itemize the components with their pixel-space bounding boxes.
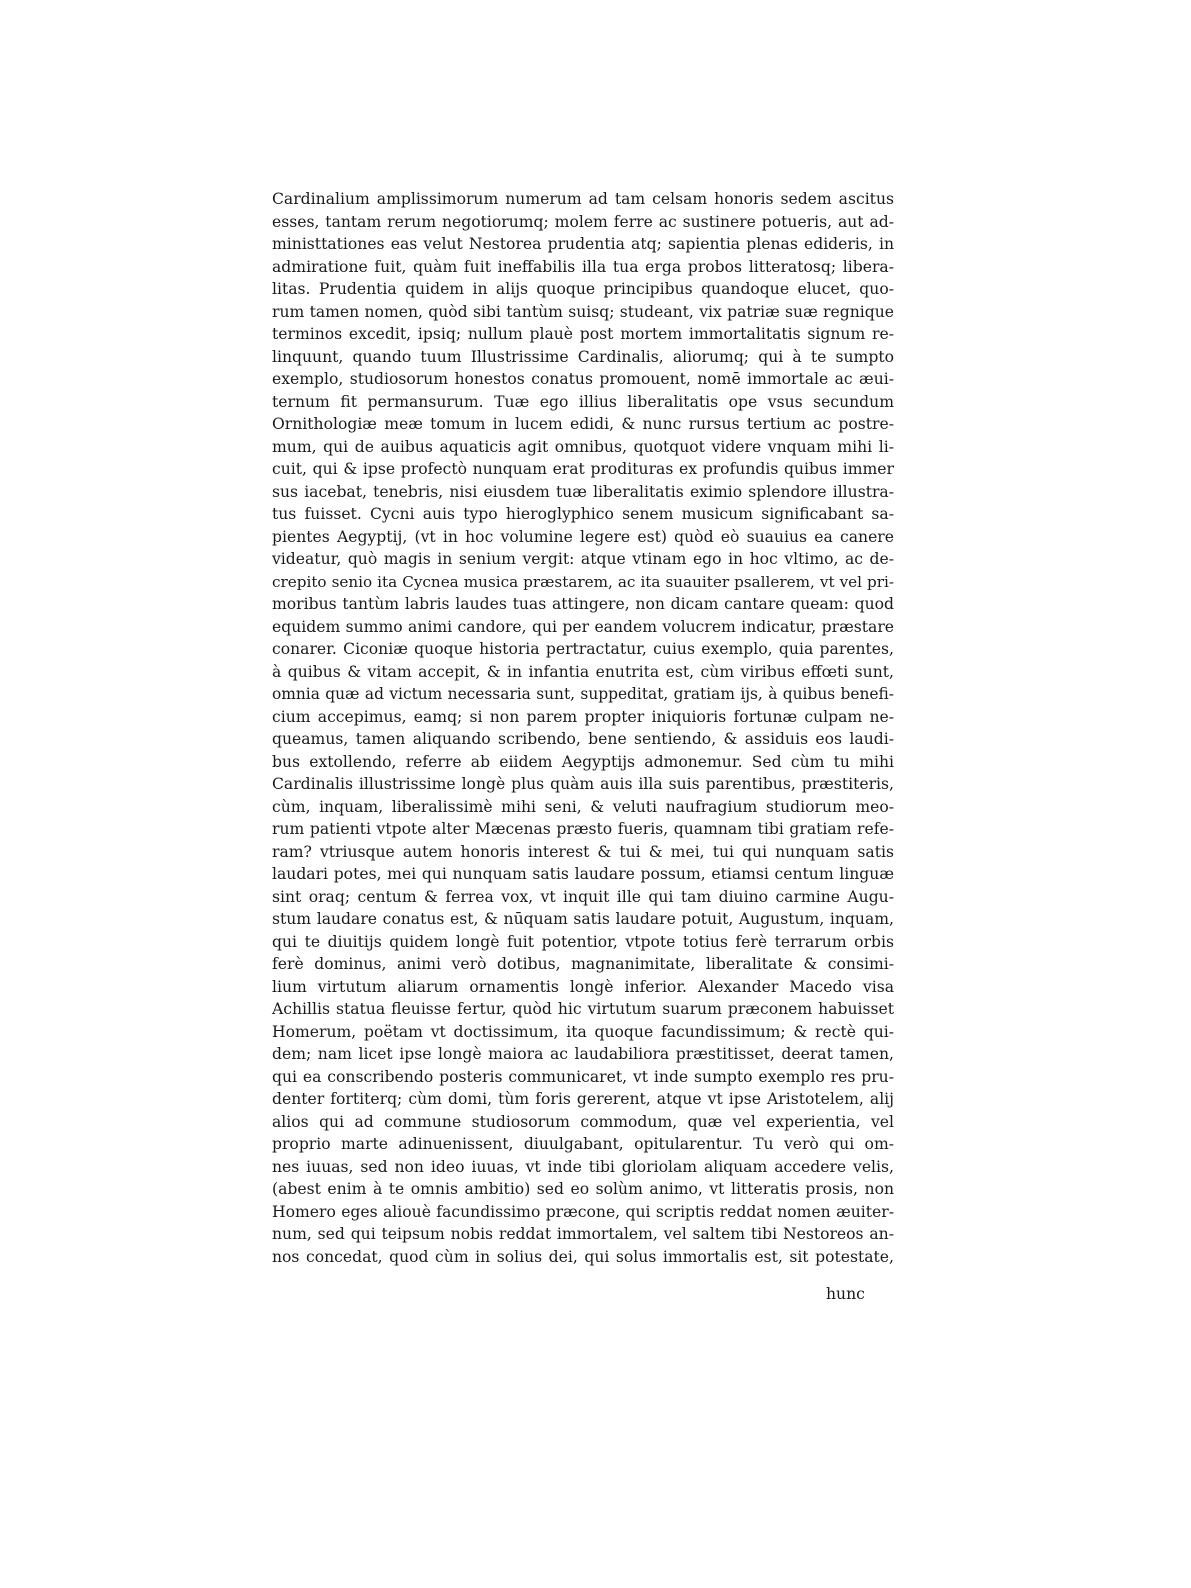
text-line: bus extollendo, referre ab eiidem Aegyptijs admonemur. Sed cùm tu mihi [272,752,894,771]
text-line: num, sed qui teipsum nobis reddat immortalem, vel saltem tibi Nestoreos an- [272,1225,894,1243]
text-line: ministtationes eas velut Nestorea prudentia atq; sapientia plenas edideris, in [272,235,894,253]
text-line: terminos excedit, ipsiq; nullum plauè post mortem immortalitatis signum re- [272,325,894,343]
text-line: sus iacebat, tenebris, nisi eiusdem tuæ liberalitatis eximio splendore illustra- [272,482,894,501]
text-line: qui te diuitijs quidem longè fuit potentior, vtpote totius ferè terrarum orbis [272,932,894,951]
catchword: hunc [826,1285,865,1303]
text-line: nes iuuas, sed non ideo iuuas, vt inde tibi gloriolam aliquam accedere velis, [272,1157,894,1176]
text-line: proprio marte adinuenissent, diuulgabant, opitularentur. Tu verò qui om- [272,1135,894,1153]
text-line: esses, tantam rerum negotiorumq; molem ferre ac sustinere potueris, aut ad- [272,212,894,231]
text-line: ternum fit permansurum. Tuæ ego illius liberalitatis ope vsus secundum [272,392,894,411]
text-line: Achillis statua fleuisse fertur, quòd hic virtutum suarum præconem habuisset [272,1000,894,1018]
text-line: exemplo, studiosorum honestos conatus promouent, nomē immortale ac æui- [272,370,894,388]
text-line: conarer. Ciconiæ quoque historia pertractatur, cuius exemplo, quia parentes, [272,640,894,658]
text-line: pientes Aegyptij, (vt in hoc volumine legere est) quòd eò suauius ea canere [272,527,894,546]
text-line: dem; nam licet ipse longè maiora ac laudabiliora præstitisset, deerat tamen, [272,1045,894,1063]
text-line: (abest enim à te omnis ambitio) sed eo solùm animo, vt litteratis prosis, non [272,1180,894,1198]
text-line: videatur, quò magis in senium vergit: atque vtinam ego in hoc vltimo, ac de- [272,550,894,568]
text-line: Homerum, poëtam vt doctissimum, ita quoque facundissimum; & rectè qui- [272,1022,894,1041]
text-line: qui ea conscribendo posteris communicaret, vt inde sumpto exemplo res pru- [272,1067,894,1086]
text-line: mum, qui de auibus aquaticis agit omnibus, quotquot videre vnquam mihi li- [272,437,894,456]
text-line: cium accepimus, eamq; si non parem propter iniquioris fortunæ culpam ne- [272,707,894,726]
text-line: lium virtutum aliarum ornamentis longè inferior. Alexander Macedo visa [272,977,894,996]
body-text [272,188,894,1268]
text-line: admiratione fuit, quàm fuit ineffabilis illa tua erga probos litteratosq; libera- [272,257,894,276]
text-line: rum tamen nomen, quòd sibi tantùm suisq; studeant, vix patriæ suæ regnique [272,302,894,321]
text-line: denter fortiterq; cùm domi, tùm foris gererent, atque vt ipse Aristotelem, alij [272,1090,894,1108]
text-line: tus fuisset. Cycni auis typo hieroglyphico senem musicum significabant sa- [272,505,894,523]
text-line: alios qui ad commune studiosorum commodum, quæ vel experientia, vel [272,1112,894,1131]
text-line: ram? vtriusque autem honoris interest & tui & mei, tui qui nunquam satis [272,842,894,861]
text-line: equidem summo animi candore, qui per eandem volucrem indicatur, præstare [272,617,894,636]
text-line: nos concedat, quod cùm in solius dei, qui solus immortalis est, sit potestate, [272,1247,894,1266]
text-line: Ornithologiæ meæ tomum in lucem edidi, & nunc rursus tertium ac postre- [272,415,894,433]
text-line: ferè dominus, animi verò dotibus, magnanimitate, liberalitate & consimi- [272,955,894,973]
text-line: linquunt, quando tuum Illustrissime Cardinalis, aliorumq; qui à te sumpto [272,347,894,366]
text-line: queamus, tamen aliquando scribendo, bene sentiendo, & assiduis eos laudi- [272,730,894,748]
text-line: moribus tantùm labris laudes tuas attingere, non dicam cantare queam: quod [272,595,894,613]
text-line: Homero eges aliouè facundissimo præcone, qui scriptis reddat nomen æuiter- [272,1202,894,1221]
text-line: laudari potes, mei qui nunquam satis laudare possum, etiamsi centum linguæ [272,865,894,883]
text-line: crepito senio ita Cycnea musica præstarem, ac ita suauiter psallerem, vt vel pri- [272,572,894,591]
text-line: Cardinalium amplissimorum numerum ad tam celsam honoris sedem ascitus [272,190,894,208]
text-line: sint oraq; centum & ferrea vox, vt inquit ille qui tam diuino carmine Augu- [272,887,894,906]
text-line: litas. Prudentia quidem in alijs quoque principibus quandoque elucet, quo- [272,280,894,298]
text-line: Cardinalis illustrissime longè plus quàm auis illa suis parentibus, præstiteris, [272,775,894,793]
text-line: rum patienti vtpote alter Mæcenas præsto fueris, quamnam tibi gratiam refe- [272,820,894,838]
text-line: stum laudare conatus est, & nūquam satis laudare potuit, Augustum, inquam, [272,910,894,928]
text-line: à quibus & vitam accepit, & in infantia enutrita est, cùm viribus effœti sunt, [272,662,894,681]
text-line: cuit, qui & ipse profectò nunquam erat prodituras ex profundis quibus immer [272,460,894,478]
text-line: omnia quæ ad victum necessaria sunt, suppeditat, gratiam ijs, à quibus benefi- [272,685,894,703]
text-line: cùm, inquam, liberalissimè mihi seni, & veluti naufragium studiorum meo- [272,797,894,816]
